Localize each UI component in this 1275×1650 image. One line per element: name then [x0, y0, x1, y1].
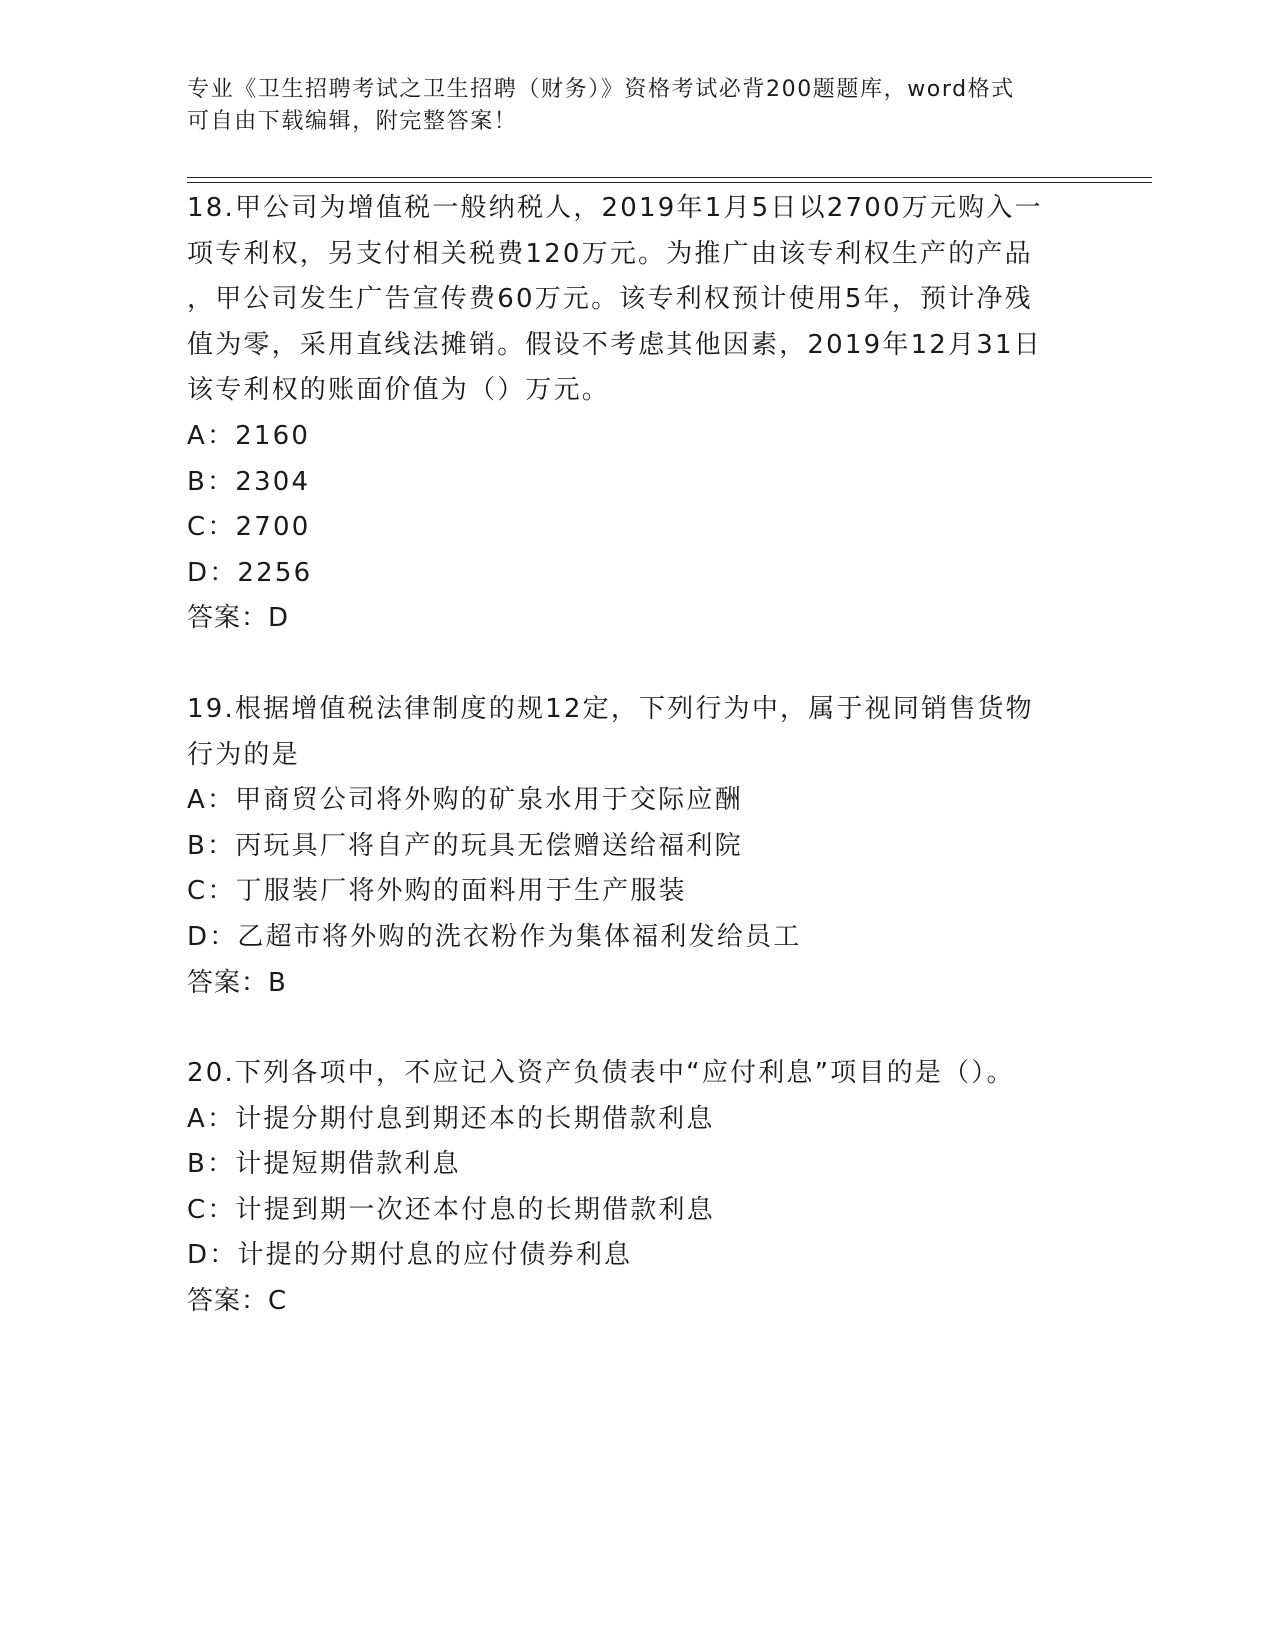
answer-line: 答案：B: [187, 967, 287, 998]
header-title-line-2: 可自由下载编辑，附完整答案！: [187, 109, 518, 134]
option-c: C：2700: [187, 512, 311, 543]
document-header: [187, 74, 1087, 138]
question-18: [187, 186, 1087, 642]
option-d: D：计提的分期付息的应付债券利息: [187, 1240, 633, 1271]
option-d: D：乙超市将外购的洗衣粉作为集体福利发给员工: [187, 921, 802, 952]
option-a: A：2160: [187, 420, 311, 451]
option-b: B：丙玩具厂将自产的玩具无偿赠送给福利院: [187, 830, 743, 861]
option-c: C：计提到期一次还本付息的长期借款利息: [187, 1194, 715, 1225]
question-20: [187, 1051, 1087, 1325]
header-divider-bottom: [187, 182, 1152, 183]
question-stem: 19.根据增值税法律制度的规12定，下列行为中，属于视同销售货物 行为的是: [187, 693, 1034, 770]
question-stem: 20.下列各项中，不应记入资产负债表中“应付利息”项目的是（）。: [187, 1058, 1015, 1089]
option-d: D：2256: [187, 557, 313, 588]
option-a: A：计提分期付息到期还本的长期借款利息: [187, 1103, 715, 1134]
option-b: B：2304: [187, 466, 311, 497]
answer-line: 答案：D: [187, 603, 290, 634]
question-spacer: [187, 642, 1087, 687]
question-spacer: [187, 1006, 1087, 1051]
header-title-line-1: 专业《卫生招聘考试之卫生招聘（财务）》资格考试必背200题题库，word格式: [187, 77, 1015, 102]
question-list: [187, 186, 1087, 1325]
question-stem: 18.甲公司为增值税一般纳税人，2019年1月5日以2700万元购入一 项专利权，另支付相关税费120万元。为推广由该专利权生产的产品 ，甲公司发生广告宣传费60万元。该专利权预计使用5年，预计净残 值为零，采用直线法摊销。假设不考虑其他因素，2019年12月31日 该专利权的账面价值为（）万元。: [187, 193, 1043, 406]
option-c: C：丁服装厂将外购的面料用于生产服装: [187, 876, 687, 907]
header-divider-top: [187, 177, 1152, 178]
answer-line: 答案：C: [187, 1286, 288, 1317]
option-a: A：甲商贸公司将外购的矿泉水用于交际应酬: [187, 785, 743, 816]
question-19: [187, 687, 1087, 1006]
option-b: B：计提短期借款利息: [187, 1149, 461, 1180]
